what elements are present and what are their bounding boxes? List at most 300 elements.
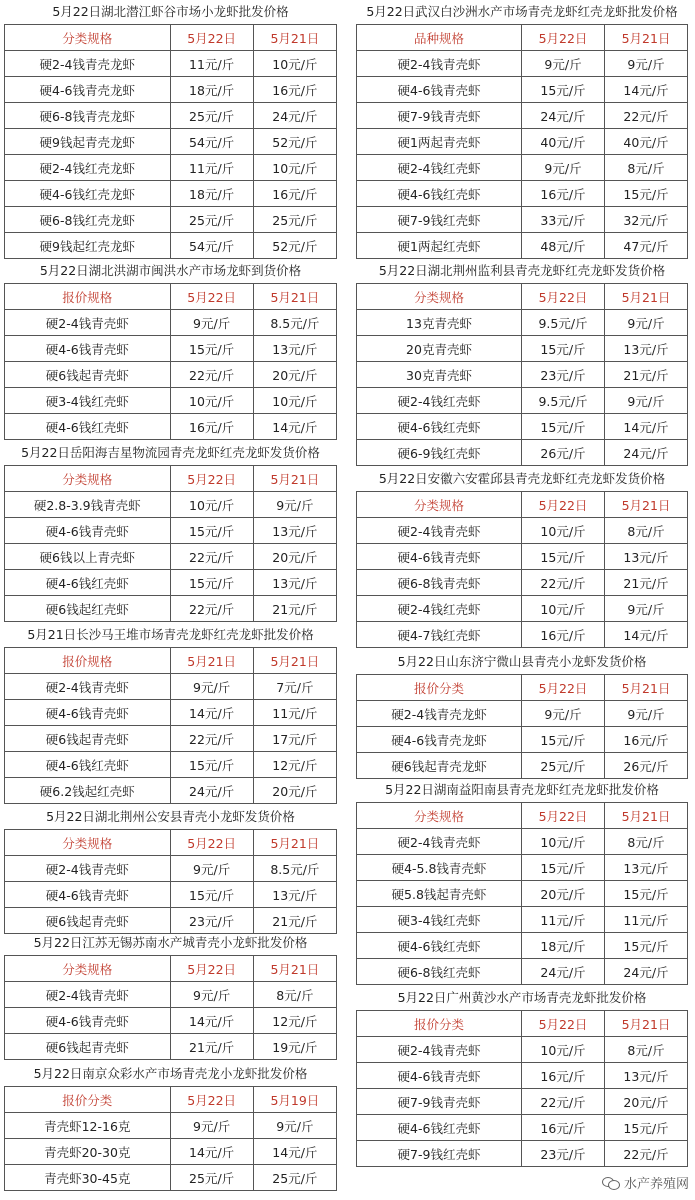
price-table-block: [4, 931, 337, 1060]
price-cell: 22元/斤: [170, 544, 253, 570]
header-cell: 分类规格: [5, 956, 171, 982]
table-row: [5, 233, 337, 259]
spec-cell: 硬2-4钱青壳虾: [5, 310, 171, 336]
spec-cell: 硬7-9钱青壳虾: [357, 103, 522, 129]
table-row: [5, 181, 337, 207]
header-cell: 报价规格: [5, 284, 171, 310]
price-cell: 15元/斤: [522, 336, 605, 362]
price-cell: 20元/斤: [253, 778, 336, 804]
price-cell: 14元/斤: [170, 1139, 253, 1165]
table-row: [357, 622, 688, 648]
price-table: [356, 802, 688, 985]
price-cell: 9元/斤: [170, 1113, 253, 1139]
price-cell: 9元/斤: [522, 701, 605, 727]
table-row: [357, 753, 688, 779]
spec-cell: 硬4-6钱青壳虾: [5, 336, 171, 362]
price-cell: 48元/斤: [522, 233, 605, 259]
price-cell: 14元/斤: [604, 622, 687, 648]
spec-cell: 硬2-4钱青壳虾: [357, 51, 522, 77]
table-row: [5, 596, 337, 622]
table-row: [5, 1034, 337, 1060]
price-cell: 10元/斤: [253, 155, 336, 181]
price-cell: 8元/斤: [604, 155, 687, 181]
price-cell: 9元/斤: [170, 982, 253, 1008]
table-row: [5, 518, 337, 544]
price-cell: 11元/斤: [604, 907, 687, 933]
price-cell: 25元/斤: [170, 1165, 253, 1191]
spec-cell: 硬2-4钱青壳龙虾: [5, 51, 171, 77]
price-cell: 17元/斤: [253, 726, 336, 752]
header-cell: 5月21日: [604, 1011, 687, 1037]
header-cell: 分类规格: [5, 466, 171, 492]
spec-cell: 硬2-4钱青壳龙虾: [357, 701, 522, 727]
spec-cell: 硬7-9钱红壳虾: [357, 207, 522, 233]
header-cell: 报价分类: [357, 1011, 522, 1037]
price-cell: 9.5元/斤: [522, 388, 605, 414]
table-row: [357, 336, 688, 362]
price-cell: 9元/斤: [170, 856, 253, 882]
price-table-block: [356, 259, 688, 466]
spec-cell: 青壳虾12-16克: [5, 1113, 171, 1139]
watermark-text: 水产养殖网: [623, 1177, 689, 1192]
header-cell: 5月21日: [604, 675, 687, 701]
price-table-block: [356, 778, 688, 985]
spec-cell: 硬1两起青壳虾: [357, 129, 522, 155]
price-cell: 54元/斤: [170, 233, 253, 259]
price-cell: 15元/斤: [522, 544, 605, 570]
spec-cell: 硬9钱起红壳龙虾: [5, 233, 171, 259]
price-table: [4, 1086, 337, 1191]
spec-cell: 硬3-4钱红壳虾: [357, 907, 522, 933]
spec-cell: 硬2-4钱青壳虾: [5, 982, 171, 1008]
header-cell: 5月22日: [170, 466, 253, 492]
table-row: [357, 155, 688, 181]
table-header-row: [5, 25, 337, 51]
price-cell: 14元/斤: [170, 1008, 253, 1034]
header-cell: 5月22日: [522, 492, 605, 518]
price-cell: 20元/斤: [604, 1089, 687, 1115]
price-cell: 8元/斤: [604, 518, 687, 544]
table-row: [5, 982, 337, 1008]
price-cell: 18元/斤: [170, 77, 253, 103]
spec-cell: 硬9钱起青壳龙虾: [5, 129, 171, 155]
table-title: 5月22日湖北潜江虾谷市场小龙虾批发价格: [52, 4, 289, 19]
price-table-block: [4, 623, 337, 804]
spec-cell: 硬4-6钱青壳虾: [5, 700, 171, 726]
header-cell: 5月22日: [170, 284, 253, 310]
table-row: [357, 544, 688, 570]
price-cell: 20元/斤: [253, 544, 336, 570]
table-row: [5, 1113, 337, 1139]
table-row: [5, 51, 337, 77]
spec-cell: 硬6钱以上青壳虾: [5, 544, 171, 570]
table-header-row: [5, 466, 337, 492]
price-cell: 22元/斤: [604, 103, 687, 129]
header-cell: 5月22日: [170, 25, 253, 51]
header-cell: 5月21日: [253, 648, 336, 674]
table-header-row: [357, 803, 688, 829]
price-cell: 13元/斤: [604, 336, 687, 362]
price-cell: 9元/斤: [253, 492, 336, 518]
spec-cell: 硬2-4钱红壳虾: [357, 388, 522, 414]
header-cell: 5月21日: [253, 466, 336, 492]
spec-cell: 硬4-6钱青壳虾: [357, 544, 522, 570]
price-cell: 9元/斤: [170, 674, 253, 700]
price-table-block: [4, 805, 337, 934]
spec-cell: 硬6钱起青壳虾: [5, 726, 171, 752]
table-row: [5, 882, 337, 908]
price-cell: 18元/斤: [170, 181, 253, 207]
price-table-block: [4, 259, 337, 440]
price-cell: 22元/斤: [522, 1089, 605, 1115]
price-cell: 13元/斤: [253, 882, 336, 908]
price-cell: 11元/斤: [170, 51, 253, 77]
table-row: [357, 701, 688, 727]
spec-cell: 硬2-4钱青壳虾: [357, 518, 522, 544]
spec-cell: 硬4-6钱青壳虾: [357, 77, 522, 103]
spec-cell: 硬6.2钱起红壳虾: [5, 778, 171, 804]
table-row: [357, 933, 688, 959]
table-row: [5, 726, 337, 752]
price-cell: 15元/斤: [170, 882, 253, 908]
spec-cell: 硬4-6钱红壳虾: [5, 752, 171, 778]
table-title: 5月22日湖北荆州监利县青壳龙虾红壳龙虾发货价格: [378, 263, 666, 278]
table-title: 5月22日广州黄沙水产市场青壳龙虾批发价格: [397, 990, 647, 1005]
header-cell: 5月19日: [253, 1087, 336, 1113]
spec-cell: 20克青壳虾: [357, 336, 522, 362]
spec-cell: 硬4-6钱青壳虾: [357, 1063, 522, 1089]
price-cell: 10元/斤: [253, 51, 336, 77]
price-table-block: [356, 467, 688, 648]
header-cell: 5月21日: [253, 956, 336, 982]
table-header-row: [357, 1011, 688, 1037]
price-cell: 13元/斤: [253, 518, 336, 544]
price-table: [356, 283, 688, 466]
table-row: [5, 570, 337, 596]
price-cell: 23元/斤: [522, 1141, 605, 1167]
table-row: [5, 129, 337, 155]
price-cell: 21元/斤: [604, 362, 687, 388]
header-cell: 5月22日: [522, 25, 605, 51]
price-table-block: [356, 650, 688, 779]
price-cell: 22元/斤: [522, 570, 605, 596]
spec-cell: 硬6-8钱红壳虾: [357, 959, 522, 985]
price-table: [4, 647, 337, 804]
price-cell: 15元/斤: [522, 727, 605, 753]
table-header-row: [357, 25, 688, 51]
spec-cell: 硬2-4钱青壳虾: [5, 856, 171, 882]
price-cell: 15元/斤: [170, 570, 253, 596]
spec-cell: 硬4-6钱青壳龙虾: [5, 77, 171, 103]
table-title: 5月22日武汉白沙洲水产市场青壳龙虾红壳龙虾批发价格: [366, 4, 678, 19]
table-row: [357, 310, 688, 336]
table-header-row: [5, 284, 337, 310]
price-table: [4, 955, 337, 1060]
price-cell: 15元/斤: [170, 518, 253, 544]
table-row: [5, 388, 337, 414]
header-cell: 分类规格: [357, 284, 522, 310]
header-cell: 报价规格: [5, 648, 171, 674]
price-cell: 15元/斤: [604, 181, 687, 207]
price-cell: 8.5元/斤: [253, 856, 336, 882]
table-title: 5月21日长沙马王堆市场青壳龙虾红壳龙虾批发价格: [27, 627, 314, 642]
spec-cell: 硬4-6钱红壳虾: [357, 933, 522, 959]
price-cell: 12元/斤: [253, 752, 336, 778]
table-title: 5月22日江苏无锡苏南水产城青壳小龙虾批发价格: [33, 935, 308, 950]
price-cell: 22元/斤: [170, 596, 253, 622]
price-cell: 19元/斤: [253, 1034, 336, 1060]
price-cell: 32元/斤: [604, 207, 687, 233]
price-cell: 25元/斤: [170, 103, 253, 129]
table-row: [5, 856, 337, 882]
header-cell: 5月21日: [604, 492, 687, 518]
price-cell: 22元/斤: [170, 726, 253, 752]
price-cell: 13元/斤: [253, 336, 336, 362]
spec-cell: 硬2-4钱青壳虾: [357, 1037, 522, 1063]
spec-cell: 青壳虾30-45克: [5, 1165, 171, 1191]
price-cell: 54元/斤: [170, 129, 253, 155]
price-cell: 14元/斤: [604, 77, 687, 103]
table-row: [357, 1063, 688, 1089]
price-cell: 21元/斤: [253, 908, 336, 934]
price-cell: 9元/斤: [253, 1113, 336, 1139]
price-table-block: [356, 986, 688, 1167]
spec-cell: 硬4-7钱红壳虾: [357, 622, 522, 648]
price-cell: 23元/斤: [522, 362, 605, 388]
spec-cell: 硬4-5.8钱青壳虾: [357, 855, 522, 881]
price-cell: 9元/斤: [604, 701, 687, 727]
price-cell: 26元/斤: [604, 753, 687, 779]
spec-cell: 硬3-4钱红壳虾: [5, 388, 171, 414]
price-cell: 13元/斤: [604, 544, 687, 570]
price-cell: 21元/斤: [253, 596, 336, 622]
table-row: [357, 414, 688, 440]
price-cell: 47元/斤: [604, 233, 687, 259]
price-cell: 20元/斤: [253, 362, 336, 388]
spec-cell: 硬6-8钱青壳虾: [357, 570, 522, 596]
table-header-row: [5, 1087, 337, 1113]
spec-cell: 硬4-6钱红壳虾: [357, 181, 522, 207]
price-cell: 15元/斤: [604, 933, 687, 959]
price-cell: 9元/斤: [522, 51, 605, 77]
spec-cell: 硬6-9钱红壳虾: [357, 440, 522, 466]
table-row: [5, 544, 337, 570]
spec-cell: 硬4-6钱红壳虾: [357, 1115, 522, 1141]
table-row: [5, 155, 337, 181]
price-cell: 22元/斤: [604, 1141, 687, 1167]
table-header-row: [5, 956, 337, 982]
table-title: 5月22日湖南益阳南县青壳龙虾红壳龙虾批发价格: [385, 782, 659, 797]
table-title: 5月22日南京众彩水产市场青壳龙小龙虾批发价格: [33, 1066, 308, 1081]
price-table-block: [4, 441, 337, 622]
spec-cell: 硬2-4钱红壳虾: [357, 596, 522, 622]
price-cell: 14元/斤: [253, 1139, 336, 1165]
price-cell: 10元/斤: [522, 1037, 605, 1063]
price-cell: 14元/斤: [604, 414, 687, 440]
price-cell: 16元/斤: [253, 181, 336, 207]
spec-cell: 硬2-4钱青壳虾: [5, 674, 171, 700]
table-row: [357, 233, 688, 259]
price-cell: 26元/斤: [522, 440, 605, 466]
table-title: 5月22日湖北荆州公安县青壳小龙虾发货价格: [46, 809, 295, 824]
price-cell: 33元/斤: [522, 207, 605, 233]
price-cell: 13元/斤: [604, 1063, 687, 1089]
price-cell: 11元/斤: [253, 700, 336, 726]
table-row: [5, 414, 337, 440]
table-row: [357, 855, 688, 881]
spec-cell: 硬4-6钱红壳虾: [5, 414, 171, 440]
price-table: [4, 465, 337, 622]
price-cell: 9元/斤: [522, 155, 605, 181]
price-cell: 9元/斤: [604, 51, 687, 77]
price-cell: 20元/斤: [522, 881, 605, 907]
price-cell: 15元/斤: [522, 855, 605, 881]
price-table: [356, 1010, 688, 1167]
price-table: [356, 491, 688, 648]
table-row: [5, 674, 337, 700]
header-cell: 5月22日: [170, 1087, 253, 1113]
spec-cell: 青壳虾20-30克: [5, 1139, 171, 1165]
table-title: 5月22日湖北洪湖市闽洪水产市场龙虾到货价格: [39, 263, 302, 278]
table-row: [5, 310, 337, 336]
price-cell: 10元/斤: [170, 492, 253, 518]
header-cell: 5月22日: [522, 675, 605, 701]
table-row: [5, 1008, 337, 1034]
table-row: [5, 362, 337, 388]
price-cell: 10元/斤: [522, 518, 605, 544]
price-cell: 15元/斤: [522, 77, 605, 103]
price-cell: 21元/斤: [170, 1034, 253, 1060]
table-row: [357, 129, 688, 155]
price-cell: 9元/斤: [604, 310, 687, 336]
table-row: [357, 181, 688, 207]
price-cell: 13元/斤: [253, 570, 336, 596]
spec-cell: 硬4-6钱红壳虾: [5, 570, 171, 596]
table-row: [357, 77, 688, 103]
header-cell: 5月21日: [604, 284, 687, 310]
table-row: [357, 103, 688, 129]
price-cell: 23元/斤: [170, 908, 253, 934]
spec-cell: 硬4-6钱青壳龙虾: [357, 727, 522, 753]
table-row: [357, 51, 688, 77]
header-cell: 5月21日: [253, 284, 336, 310]
price-cell: 7元/斤: [253, 674, 336, 700]
header-cell: 分类规格: [5, 830, 171, 856]
spec-cell: 硬4-6钱青壳虾: [5, 1008, 171, 1034]
table-row: [357, 362, 688, 388]
table-row: [5, 207, 337, 233]
price-table-block: [356, 0, 688, 259]
price-cell: 9元/斤: [604, 388, 687, 414]
price-table: [356, 24, 688, 259]
spec-cell: 30克青壳虾: [357, 362, 522, 388]
price-cell: 25元/斤: [253, 1165, 336, 1191]
table-header-row: [357, 675, 688, 701]
price-cell: 13元/斤: [604, 855, 687, 881]
spec-cell: 硬6钱起青壳虾: [5, 362, 171, 388]
price-cell: 16元/斤: [253, 77, 336, 103]
price-cell: 9元/斤: [604, 596, 687, 622]
header-cell: 5月21日: [170, 648, 253, 674]
table-header-row: [357, 284, 688, 310]
price-cell: 16元/斤: [522, 181, 605, 207]
table-title: 5月22日安徽六安霍邱县青壳龙虾红壳龙虾发货价格: [378, 471, 666, 486]
table-row: [357, 727, 688, 753]
table-row: [357, 1089, 688, 1115]
table-row: [357, 1037, 688, 1063]
price-cell: 8元/斤: [604, 829, 687, 855]
table-row: [357, 1141, 688, 1167]
spec-cell: 硬4-6钱青壳虾: [5, 518, 171, 544]
price-cell: 8元/斤: [253, 982, 336, 1008]
table-row: [5, 778, 337, 804]
price-cell: 11元/斤: [522, 907, 605, 933]
header-cell: 分类规格: [5, 25, 171, 51]
price-cell: 16元/斤: [522, 1115, 605, 1141]
price-cell: 24元/斤: [522, 959, 605, 985]
header-cell: 分类规格: [357, 803, 522, 829]
header-cell: 5月22日: [522, 1011, 605, 1037]
price-cell: 16元/斤: [170, 414, 253, 440]
price-table: [4, 283, 337, 440]
spec-cell: 硬6钱起红壳虾: [5, 596, 171, 622]
price-cell: 24元/斤: [522, 103, 605, 129]
table-row: [5, 103, 337, 129]
table-row: [357, 829, 688, 855]
table-title: 5月22日山东济宁微山县青壳小龙虾发货价格: [397, 654, 647, 669]
spec-cell: 硬4-6钱红壳虾: [357, 414, 522, 440]
spec-cell: 硬4-6钱红壳龙虾: [5, 181, 171, 207]
spec-cell: 硬1两起红壳虾: [357, 233, 522, 259]
table-row: [357, 388, 688, 414]
table-row: [5, 492, 337, 518]
price-cell: 24元/斤: [170, 778, 253, 804]
spec-cell: 硬6钱起青壳虾: [5, 1034, 171, 1060]
spec-cell: 硬7-9钱红壳虾: [357, 1141, 522, 1167]
table-row: [357, 440, 688, 466]
price-cell: 16元/斤: [522, 1063, 605, 1089]
price-cell: 10元/斤: [522, 596, 605, 622]
price-cell: 14元/斤: [170, 700, 253, 726]
spec-cell: 硬2-4钱红壳龙虾: [5, 155, 171, 181]
price-cell: 52元/斤: [253, 233, 336, 259]
header-cell: 5月22日: [522, 803, 605, 829]
header-cell: 报价分类: [5, 1087, 171, 1113]
price-cell: 8元/斤: [604, 1037, 687, 1063]
table-row: [5, 77, 337, 103]
price-cell: 25元/斤: [522, 753, 605, 779]
table-row: [5, 752, 337, 778]
watermark: [602, 1173, 689, 1192]
table-row: [357, 518, 688, 544]
table-row: [5, 1139, 337, 1165]
price-table-block: [4, 1062, 337, 1191]
price-cell: 15元/斤: [170, 336, 253, 362]
price-cell: 15元/斤: [522, 414, 605, 440]
price-cell: 40元/斤: [522, 129, 605, 155]
price-cell: 9元/斤: [170, 310, 253, 336]
spec-cell: 硬5.8钱起青壳虾: [357, 881, 522, 907]
table-title: 5月22日岳阳海吉星物流园青壳龙虾红壳龙虾发货价格: [21, 445, 320, 460]
header-cell: 5月21日: [253, 830, 336, 856]
price-cell: 11元/斤: [170, 155, 253, 181]
price-cell: 15元/斤: [604, 881, 687, 907]
table-header-row: [357, 492, 688, 518]
table-row: [357, 881, 688, 907]
price-cell: 10元/斤: [253, 388, 336, 414]
price-table: [356, 674, 688, 779]
header-cell: 5月22日: [522, 284, 605, 310]
